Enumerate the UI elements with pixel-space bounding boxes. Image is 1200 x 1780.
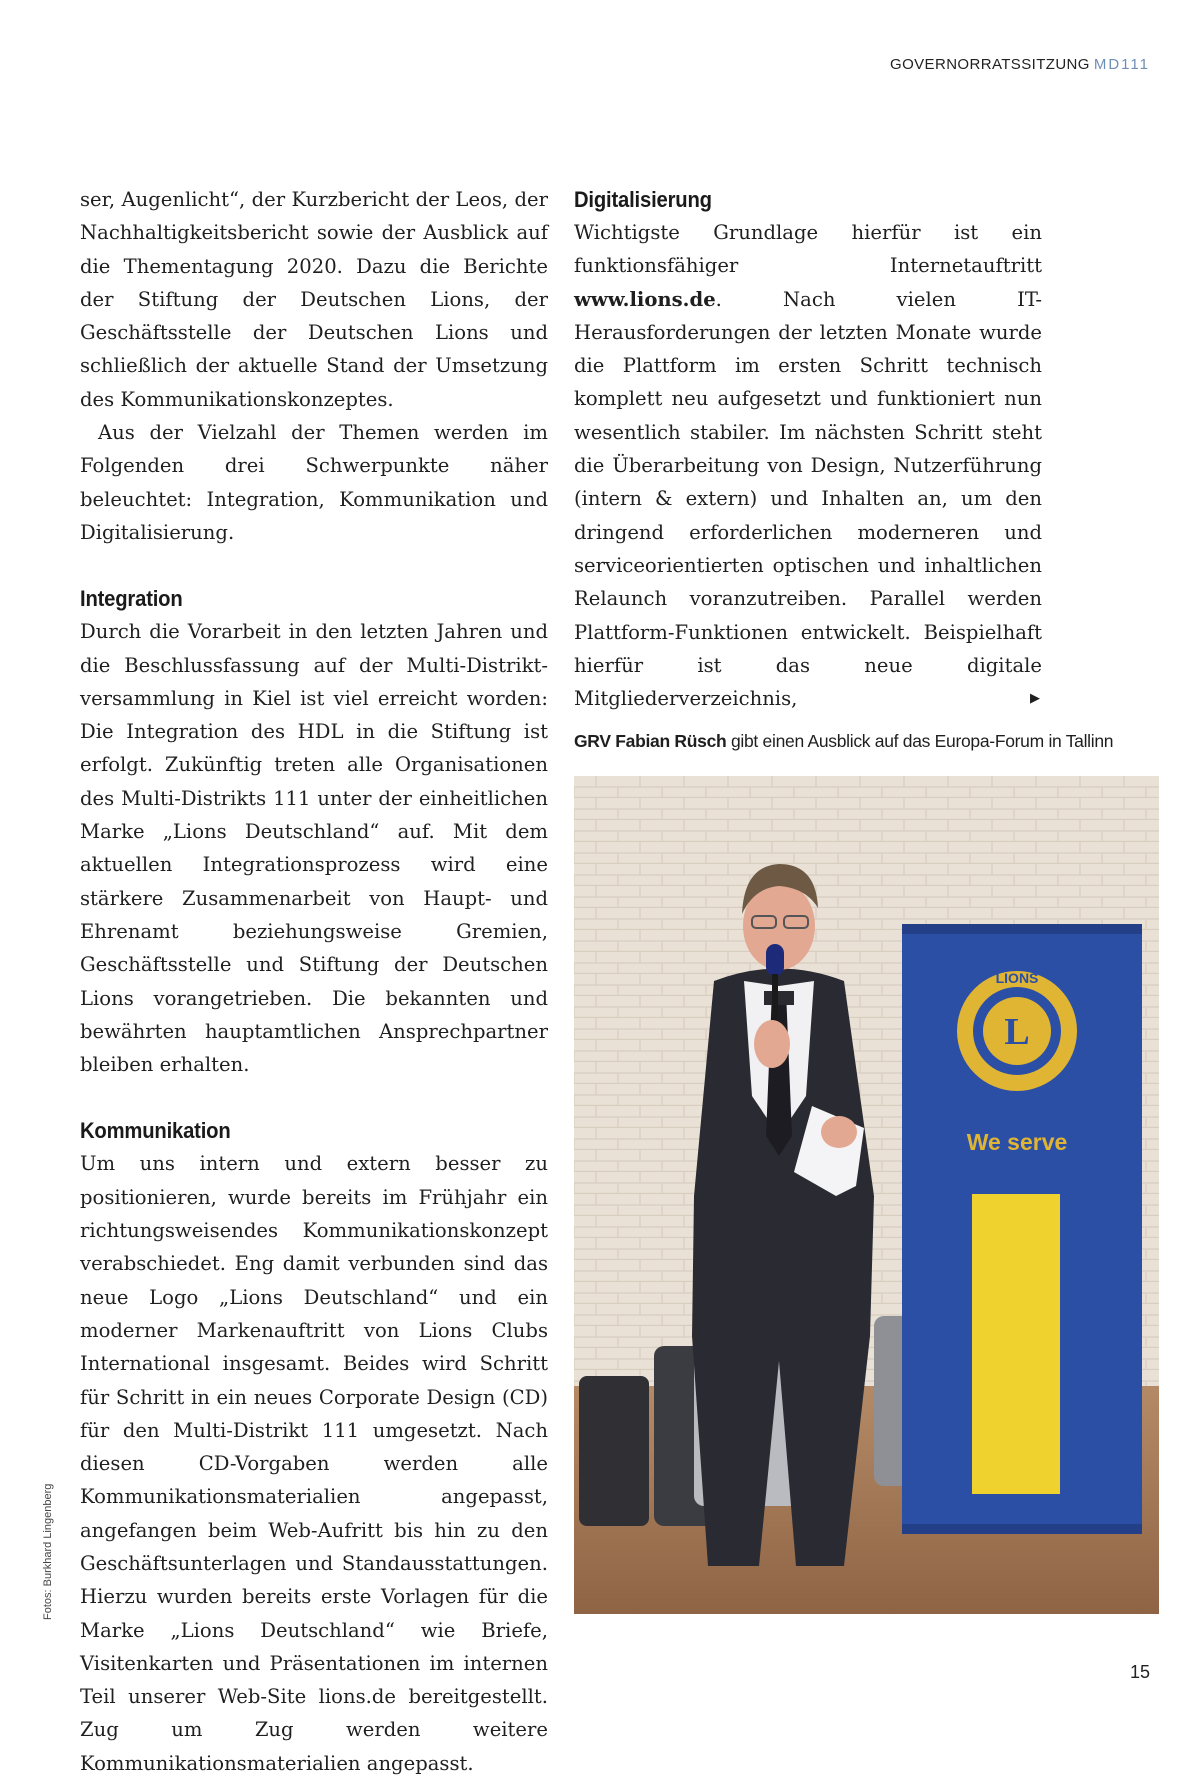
paragraph: ser, Augenlicht“, der Kurzbericht der Leos, der Nachhaltigkeitsbericht sowie der Ausblick auf die Thementagung 2020. Dazu die Berichte der Stiftung der Deutschen Lions, der Geschäftsstelle der Deutschen Lions und schließlich der aktuelle Stand der Umsetzung des Kommunikationskonzeptes. bbox=[80, 188, 548, 411]
running-header bbox=[890, 56, 1150, 73]
banner-slogan: We serve bbox=[966, 1129, 1068, 1155]
caption-text: gibt einen Ausblick auf das Europa-Forum in Tallinn bbox=[726, 731, 1114, 751]
lions-link[interactable]: www.lions.de bbox=[574, 287, 716, 311]
photo-caption bbox=[574, 731, 1134, 752]
paragraph-integration: Durch die Vorarbeit in den letzten Jahren und die Beschlussfassung auf der Multi-Distrikt-versammlung in Kiel ist viel erreicht worden: Die Integration des HDL in die Stiftung ist erfolgt. Zukünftig treten alle Organisationen des Multi-Distrikts 111 unter der einheitlichen Marke „Lions Deutschland“ auf. Mit dem aktuellen Integrationsprozess wird eine stärkere Zusammenarbeit von Haupt- und Ehrenamt beziehungsweise Gremien, Geschäftsstelle und Stiftung der Deutschen Lions vorangetrieben. Die bekannten und bewährten hauptamtlichen Ansprechpartner bleiben erhalten. bbox=[80, 620, 548, 1077]
page-number: 15 bbox=[1129, 1662, 1150, 1682]
banner-letter: L bbox=[1004, 1011, 1030, 1053]
heading-digitalisierung: Digitalisierung bbox=[574, 187, 712, 212]
heading-kommunikation: Kommunikation bbox=[80, 1118, 231, 1144]
lions-banner bbox=[902, 924, 1142, 1534]
continue-arrow-icon: ▶ bbox=[1030, 691, 1040, 707]
header-section: GOVERNORRATSSITZUNG bbox=[890, 56, 1090, 73]
caption-name: GRV Fabian Rüsch bbox=[574, 731, 727, 751]
paragraph-kommunikation: Um uns intern und extern besser zu positionieren, wurde bereits im Frühjahr ein richtungsweisendes Kommunikationskonzept verabschiedet. Eng damit verbunden sind das neue Logo „Lions Deutschland“ und ein moderner Markenauftritt von Lions Clubs International insgesamt. Beides wird Schritt für Schritt in ein neues Corporate Design (CD) für den Multi-Distrikt 111 umgesetzt. Nach diesen CD-Vorgaben werden alle Kommunikationsmaterialien angepasst, angefangen beim Web-Aufritt bis hin zu den Geschäftsunterlagen und Standausstattungen. Hierzu wurden bereits erste Vorlagen für die Marke „Lions Deutschland“ wie Briefe, Visitenkarten und Präsentationen im internen Teil unserer Web-Site lions.de bereitgestellt. Zug um Zug werden weitere Kommunikationsmaterialien angepasst. bbox=[80, 1152, 548, 1775]
speaker-photo bbox=[574, 776, 1159, 1614]
paragraph: Aus der Vielzahl der Themen werden im Folgenden drei Schwerpunkte näher beleuchtet: Integration, Kommunikation und Digitalisierung. bbox=[80, 421, 548, 544]
heading-integration: Integration bbox=[80, 586, 183, 612]
paragraph-digitalisierung: Wichtigste Grundlage hierfür ist ein funktionsfähiger Internetauftritt www.lions.de. Nach vielen IT-Herausforderungen der letzten Monate wurde die Plattform im ersten Schritt technisch komplett neu aufgesetzt und funktioniert nun wesentlich stabiler. Im nächsten Schritt steht die Überarbeitung von Design, Nutzerführung (intern & extern) und Inhalten an, um den dringend erforderlichen moderneren und serviceorientierten optischen und inhaltlichen Relaunch voranzutreiben. Parallel werden Plattform-Funktionen entwickelt. Beispielhaft hierfür ist das neue digitale Mitgliederverzeichnis, ▶ bbox=[574, 216, 1042, 715]
photo-credit: Fotos: Burkhard Lingenberg bbox=[42, 1483, 54, 1620]
header-md: MD111 bbox=[1093, 56, 1150, 73]
right-column bbox=[574, 183, 1042, 715]
left-column bbox=[80, 183, 548, 1780]
banner-logo-text: LIONS bbox=[995, 970, 1039, 986]
